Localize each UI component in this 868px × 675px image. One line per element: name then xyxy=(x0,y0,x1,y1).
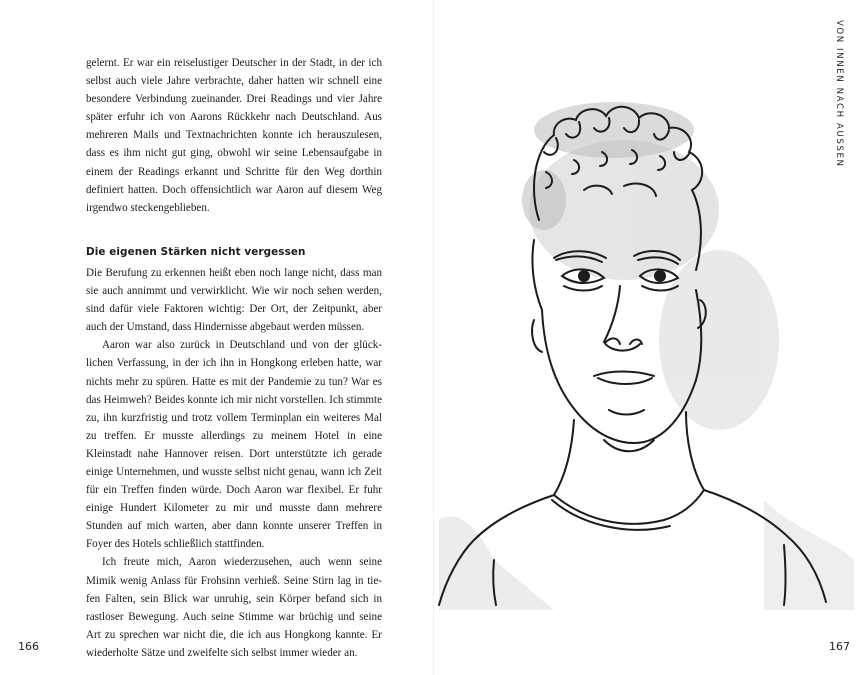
section-paragraph-1: Die Berufung zu erkennen heißt eben noch lange nicht, dass man sie auch annimmt und verwirklicht. Wie wir noch sehen werden, sind dafür viele Faktoren wichtig: Der Ort, der Zeitpunkt, aber auch der Umstand, dass Hindernisse abgebaut werden müssen. xyxy=(86,266,382,334)
page-number-left: 166 xyxy=(18,640,39,653)
section-heading: Die eigenen Stärken nicht vergessen xyxy=(86,245,306,258)
running-head: VON INNEN NACH AUSSEN xyxy=(834,20,844,168)
section-paragraph-3: Ich freute mich, Aaron wiederzusehen, auch wenn seine Mimik wenig Anlass für Frohsinn verhieß. Seine Stirn lag in tiefen Falten, sein Blick war unruhig, sein Körper befand sich in rastloser Bewegung. Auch seine Stimme war brüchig und seine Art zu sprechen war nicht die, die ich aus Hongkong kannte. Er wiederholte Sätze und zweifelte sich selbst immer wieder an. xyxy=(86,556,382,659)
opening-paragraph: gelernt. Er war ein reiselustiger Deutscher in der Stadt, in der ich selbst auch viele Jahre verbrachte, daher hatten wir schnell eine besondere Verbindung zueinander. Drei Readings und vier Jahre später erfuhr ich von Aarons Rückkehr nach Deutschland. Aus mehreren Mails und Textnachrichten konnte ich herauszulesen, dass es ihm nicht gut ging, obwohl wir seine Lebensaufgabe in einem der Readings erkannt und Schritte für den Weg dorthin definiert hatten. Doch offensichtlich war Aaron auf diesem Weg irgendwo steckengeblieben. xyxy=(86,57,382,214)
page-number-right: 167 xyxy=(829,640,850,653)
right-page xyxy=(434,0,868,675)
portrait-sketch-icon xyxy=(434,90,868,610)
body-text xyxy=(86,54,382,662)
section-paragraph-2: Aaron war also zurück in Deutschland und von der glücklichen Verfassung, in der ich ihn in Hongkong erleben hatte, war nichts mehr zu spüren. Hatte es mit der Pandemie zu tun? War es das Heimweh? Beides konnte ich mir nicht vorstellen. Ich stimmte zu, ihn kurzfristig und trotz vollem Terminplan ein weiteres Mal zu treffen. Er musste allerdings zu meinem Hotel in eine Kleinstadt nahe Hannover reisen. Dort unterstützte ich gerade einige Unternehmen, und wusste selbst nicht genau, wann ich Zeit für ein Treffen finden würde. Doch Aaron war flexibel. Er fuhr einige Hundert Kilometer zu mir und musste dann mehrere Stunden auf mich warten, aber dann konnte unserer Treffen in Foyer des Hotels schließlich stattfinden. xyxy=(86,339,382,551)
